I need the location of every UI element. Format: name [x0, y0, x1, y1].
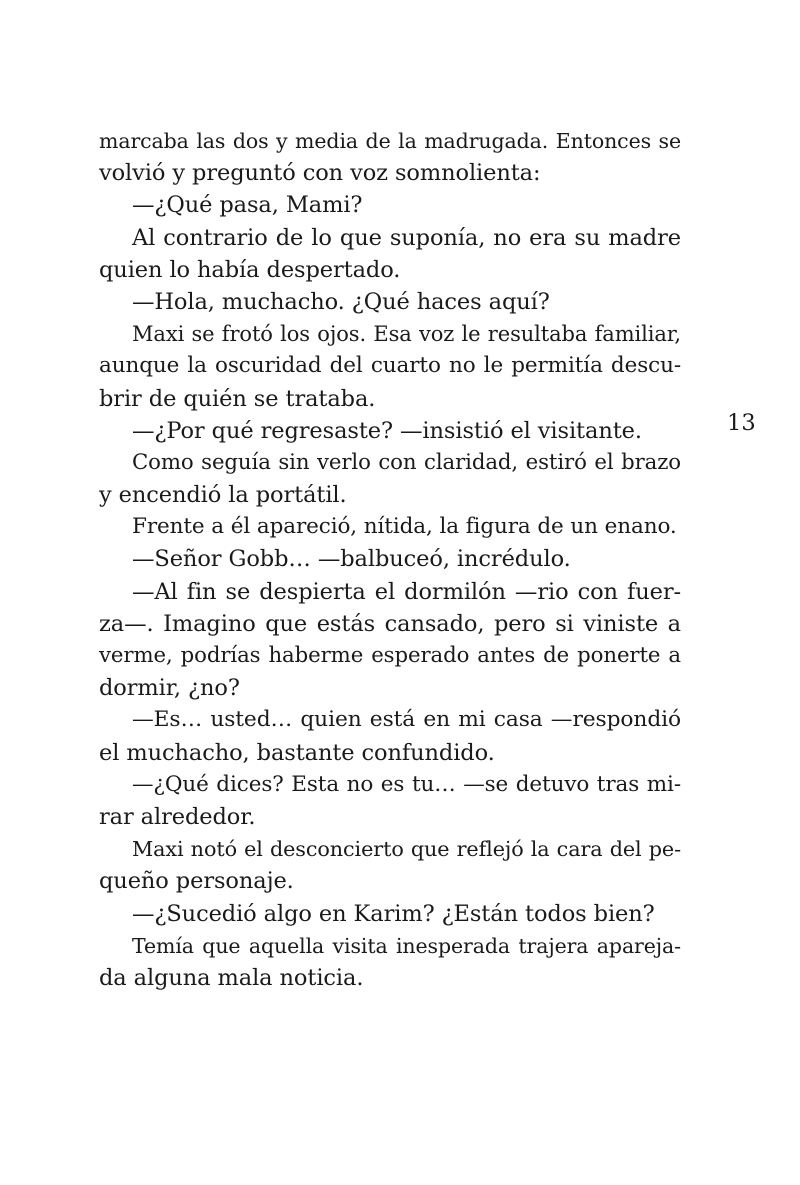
text-line: da alguna mala noticia. — [99, 964, 364, 991]
text-line: Maxi se frotó los ojos. Esa voz le resultaba familiar, — [132, 322, 681, 347]
text-line: za—. Imagino que estás cansado, pero si viniste a — [99, 610, 681, 637]
text-line: verme, podrías haberme esperado antes de ponerte a — [99, 643, 681, 668]
text-line: marcaba las dos y media de la madrugada. Entonces se — [99, 129, 681, 153]
text-line: quien lo había despertado. — [99, 256, 401, 283]
text-line: —Hola, muchacho. ¿Qué haces aquí? — [132, 288, 550, 315]
text-line: —¿Sucedió algo en Karim? ¿Están todos bien? — [132, 900, 655, 927]
text-line: Temía que aquella visita inesperada trajera apareja- — [132, 933, 681, 958]
text-line: aunque la oscuridad del cuarto no le permitía descu- — [99, 353, 681, 379]
text-line: y encendió la portátil. — [99, 482, 347, 509]
text-line: —¿Qué dices? Esta no es tu… —se detuvo tras mi- — [132, 771, 681, 797]
text-line: —Señor Gobb… —balbuceó, incrédulo. — [132, 546, 571, 573]
text-line: rar alrededor. — [99, 803, 256, 830]
text-line: queño personaje. — [99, 868, 294, 895]
text-line: el muchacho, bastante confundido. — [99, 739, 495, 766]
text-line: —Es… usted… quien está en mi casa —respondió — [132, 707, 681, 733]
body-text — [99, 125, 681, 994]
text-line: Frente a él apareció, nítida, la figura de un enano. — [132, 514, 677, 540]
text-line: —Al fin se despierta el dormilón —rio con fuer- — [132, 578, 681, 605]
text-line: Maxi notó el desconcierto que reflejó la cara del pe- — [132, 837, 681, 862]
text-line: dormir, ¿no? — [99, 675, 240, 702]
text-line: volvió y preguntó con voz somnolienta: — [99, 160, 541, 187]
page-number: 13 — [727, 410, 756, 436]
text-line: —¿Por qué regresaste? —insistió el visitante. — [132, 417, 642, 444]
text-line: Al contrario de lo que suponía, no era su madre — [132, 224, 681, 251]
text-line: brir de quién se trataba. — [99, 385, 376, 412]
text-line: Como seguía sin verlo con claridad, estiró el brazo — [132, 449, 681, 475]
text-line: —¿Qué pasa, Mami? — [132, 192, 363, 219]
